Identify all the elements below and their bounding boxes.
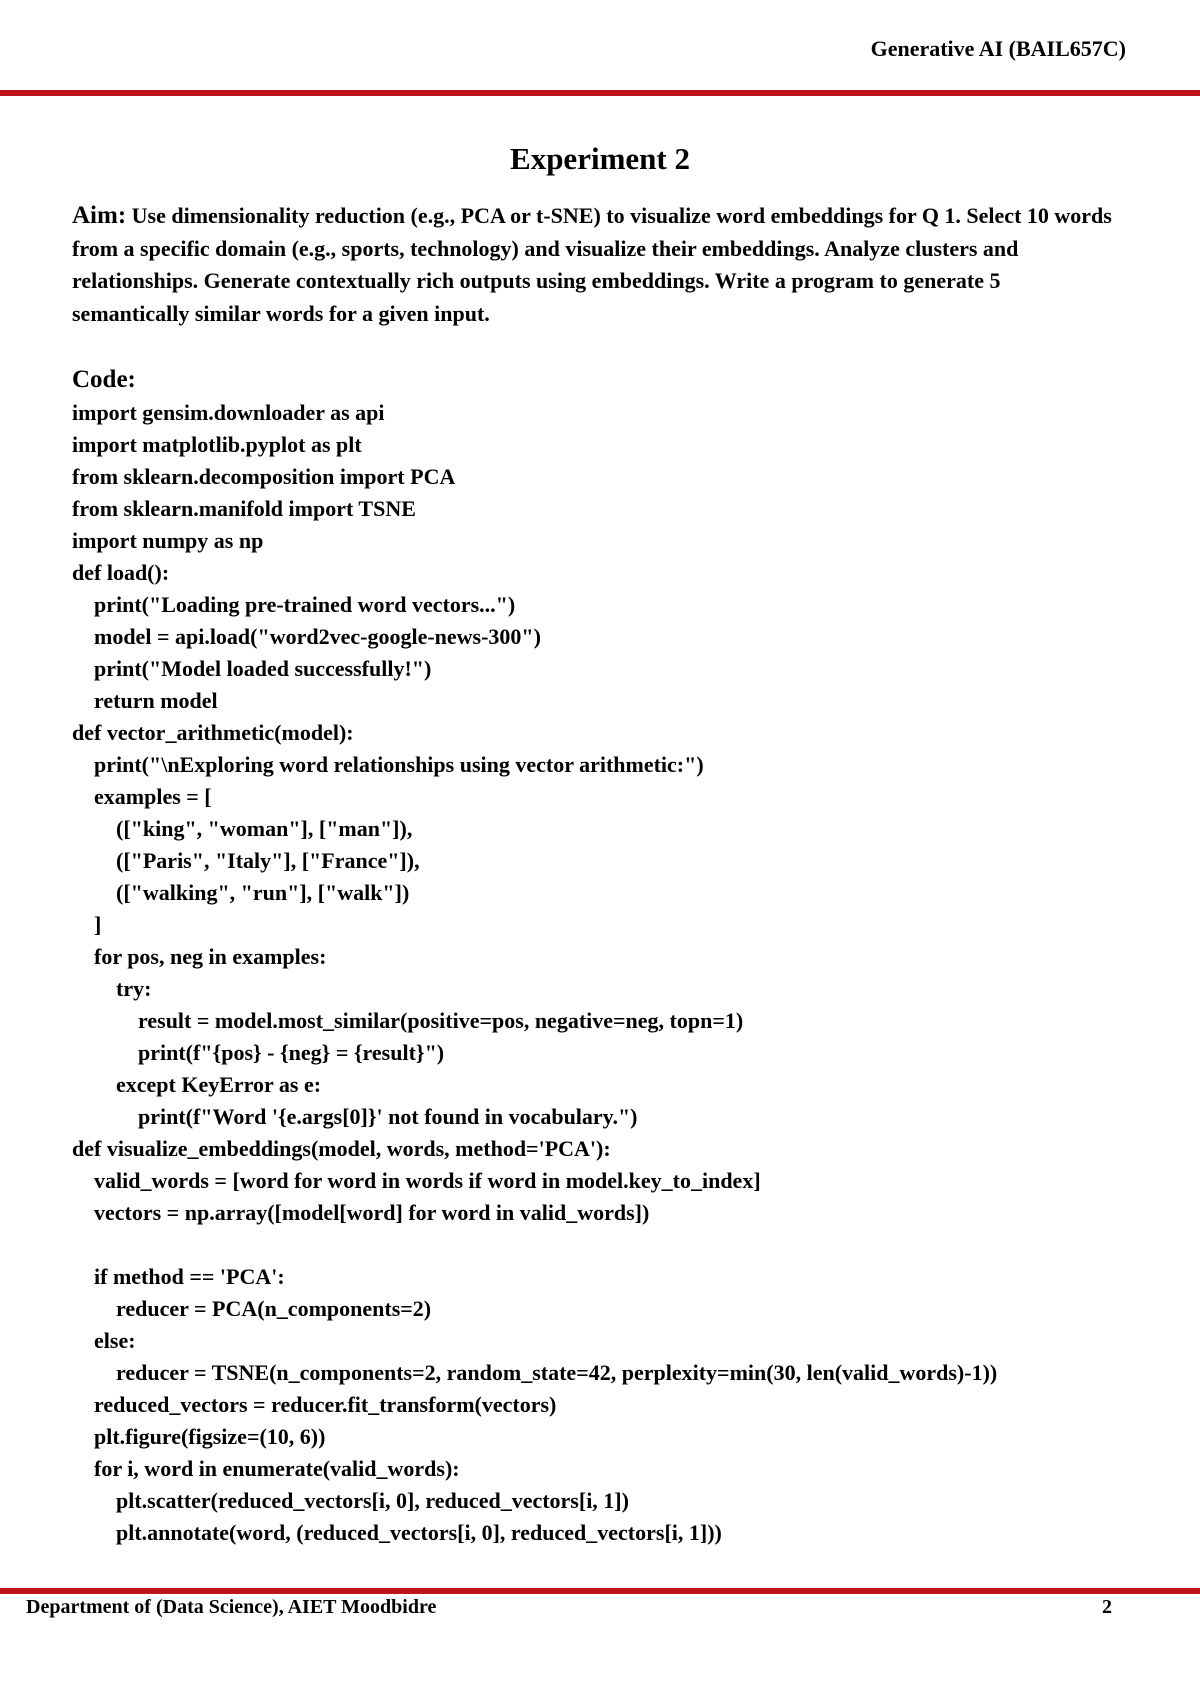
code-line: reducer = TSNE(n_components=2, random_state=42, perplexity=min(30, len(valid_words)-1)) <box>72 1360 998 1385</box>
code-line: import gensim.downloader as api <box>72 400 385 425</box>
code-line: (["Paris", "Italy"], ["France"]), <box>72 848 420 873</box>
code-line: from sklearn.manifold import TSNE <box>72 496 416 521</box>
code-line: def vector_arithmetic(model): <box>72 720 354 745</box>
page-number: 2 <box>1102 1596 1112 1618</box>
code-line: print(f"{pos} - {neg} = {result}") <box>72 1040 445 1065</box>
code-line: model = api.load("word2vec-google-news-300") <box>72 624 541 649</box>
code-line: return model <box>72 688 218 713</box>
code-line <box>72 1229 997 1261</box>
code-line: (["king", "woman"], ["man"]), <box>72 816 413 841</box>
experiment-title: Experiment 2 <box>510 141 690 176</box>
code-line: for i, word in enumerate(valid_words): <box>72 1456 460 1481</box>
code-line: reducer = PCA(n_components=2) <box>72 1296 432 1321</box>
code-line: try: <box>72 976 152 1001</box>
code-line: def visualize_embeddings(model, words, method='PCA'): <box>72 1136 611 1161</box>
code-line: def load(): <box>72 560 170 585</box>
code-line: else: <box>72 1328 136 1353</box>
code-line: print("\nExploring word relationships using vector arithmetic:") <box>72 752 704 777</box>
course-title: Generative AI (BAIL657C) <box>870 36 1126 61</box>
code-line: if method == 'PCA': <box>72 1264 285 1289</box>
code-line: print("Loading pre-trained word vectors...") <box>72 592 516 617</box>
header-divider <box>0 90 1200 96</box>
code-block <box>72 397 997 1549</box>
code-line: import numpy as np <box>72 528 264 553</box>
code-line: reduced_vectors = reducer.fit_transform(vectors) <box>72 1392 557 1417</box>
code-line: import matplotlib.pyplot as plt <box>72 432 362 457</box>
code-line: plt.scatter(reduced_vectors[i, 0], reduced_vectors[i, 1]) <box>72 1488 629 1513</box>
code-line: except KeyError as e: <box>72 1072 322 1097</box>
code-line: plt.figure(figsize=(10, 6)) <box>72 1424 326 1449</box>
footer-divider <box>0 1588 1200 1594</box>
code-line: print(f"Word '{e.args[0]}' not found in vocabulary.") <box>72 1104 638 1129</box>
code-line: result = model.most_similar(positive=pos, negative=neg, topn=1) <box>72 1008 744 1033</box>
aim-text: Use dimensionality reduction (e.g., PCA or t-SNE) to visualize word embeddings for Q 1. Select 10 words from a specific domain (e.g., sports, technology) and visualize their embeddings. Analyze clusters and relationships. Generate contextually rich outputs using embeddings. Write a program to generate 5 semantically similar words for a given input. <box>72 203 1112 326</box>
footer-department: Department of (Data Science), AIET Moodbidre <box>26 1596 437 1618</box>
code-line: valid_words = [word for word in words if word in model.key_to_index] <box>72 1168 761 1193</box>
code-line: from sklearn.decomposition import PCA <box>72 464 456 489</box>
code-line: vectors = np.array([model[word] for word in valid_words]) <box>72 1200 650 1225</box>
code-line: for pos, neg in examples: <box>72 944 327 969</box>
code-label: Code: <box>72 366 136 393</box>
code-line: plt.annotate(word, (reduced_vectors[i, 0], reduced_vectors[i, 1])) <box>72 1520 722 1545</box>
code-line: print("Model loaded successfully!") <box>72 656 432 681</box>
code-line: ] <box>72 912 102 937</box>
aim-paragraph <box>72 200 1117 330</box>
aim-label: Aim: <box>72 202 127 229</box>
code-line: examples = [ <box>72 784 212 809</box>
code-line: (["walking", "run"], ["walk"]) <box>72 880 410 905</box>
